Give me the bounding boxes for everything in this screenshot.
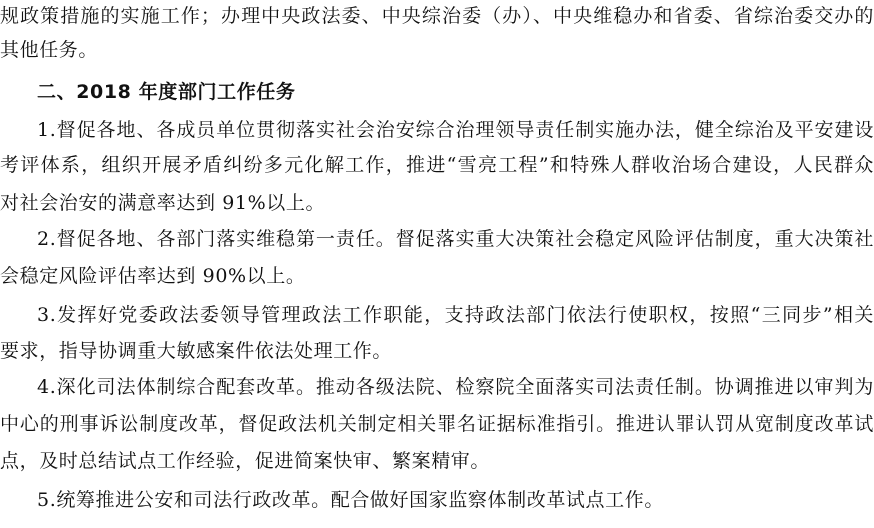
item-1-line-3: 对社会治安的满意率达到 91%以上。: [0, 192, 326, 214]
item-4-line-3: 点，及时总结试点工作经验，促进简案快审、繁案精审。: [0, 450, 491, 472]
item-2-line-1: 2.督促各地、各部门落实维稳第一责任。督促落实重大决策社会稳定风险评估制度，重大决策社: [37, 228, 874, 250]
item-1-line-2: 考评体系，组织开展矛盾纠纷多元化解工作，推进“雪亮工程”和特殊人群收治场合建设，人民群众: [0, 154, 874, 176]
item-1-line-1: 1.督促各地、各成员单位贯彻落实社会治安综合治理领导责任制实施办法，健全综治及平安建设: [37, 119, 874, 141]
item-2-line-2: 会稳定风险评估率达到 90%以上。: [0, 265, 306, 287]
intro-line-2: 其他任务。: [0, 39, 99, 61]
item-3-line-1: 3.发挥好党委政法委领导管理政法工作职能，支持政法部门依法行使职权，按照“三同步”相关: [37, 304, 874, 326]
item-4-line-1: 4.深化司法体制综合配套改革。推动各级法院、检察院全面落实司法责任制。协调推进以审判为: [37, 376, 874, 398]
item-3-line-2: 要求，指导协调重大敏感案件依法处理工作。: [0, 340, 393, 362]
section-heading: 二、2018 年度部门工作任务: [37, 81, 296, 103]
item-4-line-2: 中心的刑事诉讼制度改革，督促政法机关制定相关罪名证据标准指引。推进认罪认罚从宽制度改革试: [0, 413, 874, 435]
item-5-line-1: 5.统筹推进公安和司法行政改革。配合做好国家监察体制改革试点工作。: [37, 489, 664, 511]
intro-line-1: 规政策措施的实施工作；办理中央政法委、中央综治委（办）、中央维稳办和省委、省综治委交办的: [0, 5, 874, 27]
